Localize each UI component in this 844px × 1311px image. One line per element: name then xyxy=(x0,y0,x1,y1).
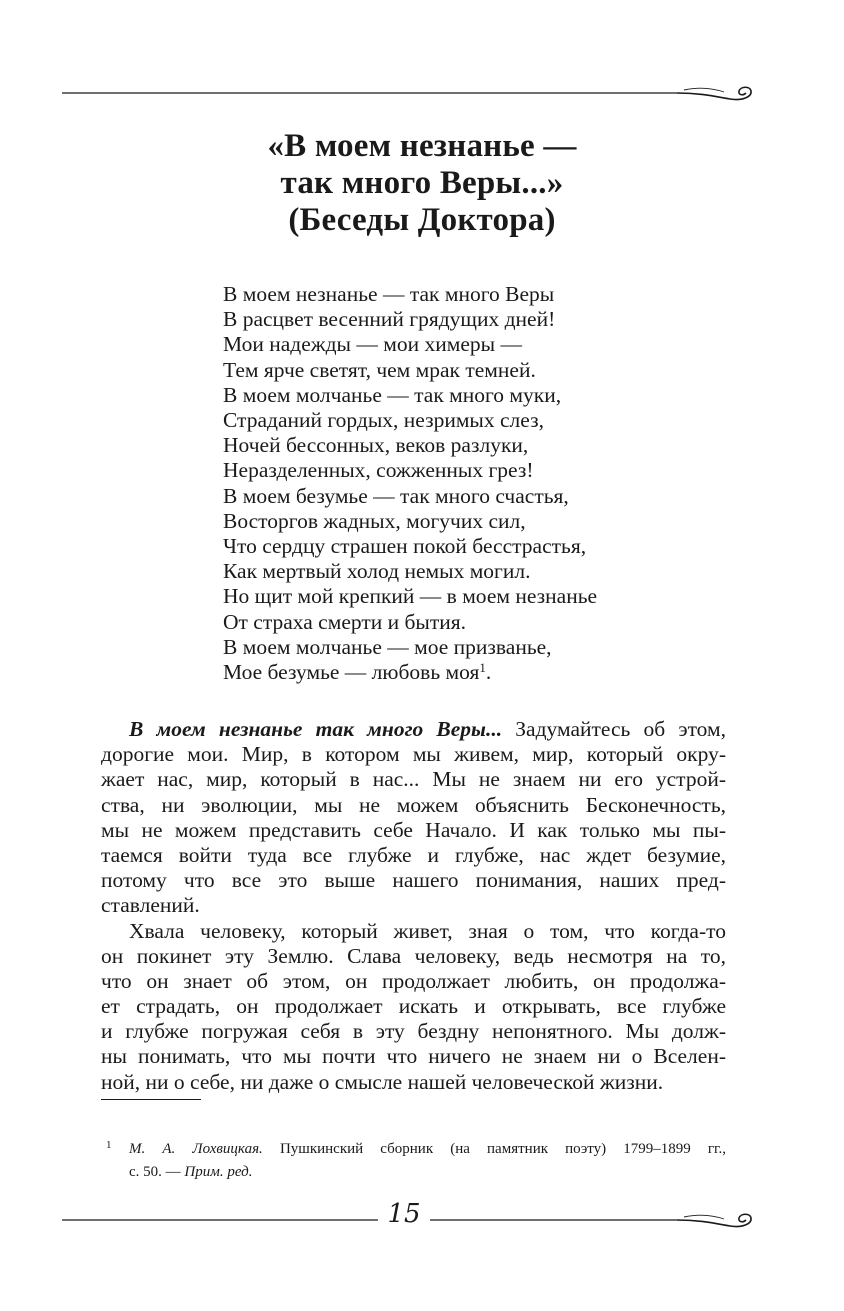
poem-line: В моем молчанье — мое призванье, xyxy=(223,634,552,659)
title-line: так много Веры...» xyxy=(280,165,564,201)
footnote-line xyxy=(129,1161,726,1184)
poem-line: Восторгов жадных, могучих сил, xyxy=(223,508,526,533)
footnote-line xyxy=(129,1138,726,1161)
footnote-reference[interactable]: 1 xyxy=(479,660,486,676)
poem-line: Мои надежды — мои химеры — xyxy=(223,332,522,357)
title-line: (Беседы Доктора) xyxy=(288,202,556,238)
poem-line: Как мертвый холод немых могил. xyxy=(223,559,531,584)
poem-line: Неразделенных, сожженных грез! xyxy=(223,458,534,483)
footnote-editor-note: Прим. ред. xyxy=(184,1164,253,1180)
poem-line-text: Мое безумье — любовь моя xyxy=(223,660,480,685)
body-text xyxy=(101,717,726,1095)
footnote-author: М. А. Лохвицкая. xyxy=(129,1141,263,1157)
poem-line: В моем молчанье — так много муки, xyxy=(223,382,562,407)
poem-line-last xyxy=(223,660,743,685)
footnote-mark: 1 xyxy=(106,1139,112,1151)
poem-end-punct: . xyxy=(485,660,492,685)
paragraph-line: он покинет эту Землю. Слава человеку, ведь несмотря на то, xyxy=(101,943,726,968)
poem-line: В моем незнанье — так много Веры xyxy=(223,282,555,306)
emphasis-phrase: В моем незнанье так много Веры... xyxy=(129,717,503,741)
paragraph-line: ства, ни эволюции, мы не можем объяснить Бесконечность, xyxy=(101,792,726,817)
poem-line: Но щит мой крепкий — в моем незнанье xyxy=(223,584,598,609)
footnote-source: Пушкинский сборник (на памятник поэту) 1799–1899 гг., xyxy=(262,1141,726,1157)
title-line: «В моем незнанье — xyxy=(267,128,577,164)
paragraph-line: мы не можем представить себе Начало. И как только мы пы- xyxy=(101,817,726,842)
poem-line: В расцвет весенний грядущих дней! xyxy=(223,307,556,332)
paragraph-line: Хвала человеку, который живет, зная о том, что когда-то xyxy=(129,918,726,943)
paragraph-line: дорогие мои. Мир, в котором мы живем, мир, который окру- xyxy=(101,742,726,767)
chapter-title xyxy=(100,128,744,239)
paragraph-line: и глубже погружая себя в эту бездну непонятного. Мы долж- xyxy=(101,1019,726,1044)
footnote-pages: с. 50. — xyxy=(129,1164,185,1180)
paragraph-line xyxy=(101,717,726,742)
paragraph-line: ны понимать, что мы почти что ничего не знаем ни о Вселен- xyxy=(101,1044,726,1069)
paragraph-line: что он знает об этом, он продолжает любить, он продолжа- xyxy=(101,968,726,993)
footnote-text xyxy=(129,1138,726,1184)
paragraph-line: потому что все это выше нашего понимания, наших пред- xyxy=(101,868,726,893)
paragraph-line: ставлений. xyxy=(101,893,200,918)
page-number: 15 xyxy=(378,1199,430,1229)
poem-line: От страха смерти и бытия. xyxy=(223,609,467,634)
poem-block xyxy=(223,282,743,685)
paragraph-line: ной, ни о себе, ни даже о смысле нашей человеческой жизни. xyxy=(101,1069,664,1094)
paragraph-line: жает нас, мир, который в нас... Мы не знаем ни его устрой- xyxy=(101,767,726,792)
top-ornamental-rule xyxy=(62,78,762,108)
flourish-icon xyxy=(62,78,762,108)
paragraph-text: Задумайтесь об этом, xyxy=(502,717,726,741)
poem-line: Страданий гордых, незримых слез, xyxy=(223,408,544,433)
paragraph-line: таемся войти туда все глубже и глубже, нас ждет безумие, xyxy=(101,842,726,867)
footnote-divider xyxy=(101,1099,201,1100)
poem-line: В моем безумье — так много счастья, xyxy=(223,483,569,508)
paragraph-line: ет страдать, он продолжает искать и открывать, все глубже xyxy=(101,994,726,1019)
poem-line: Тем ярче светят, чем мрак темней. xyxy=(223,357,536,382)
poem-line: Ночей бессонных, веков разлуки, xyxy=(223,433,529,458)
poem-line: Что сердцу страшен покой бесстрастья, xyxy=(223,534,587,559)
